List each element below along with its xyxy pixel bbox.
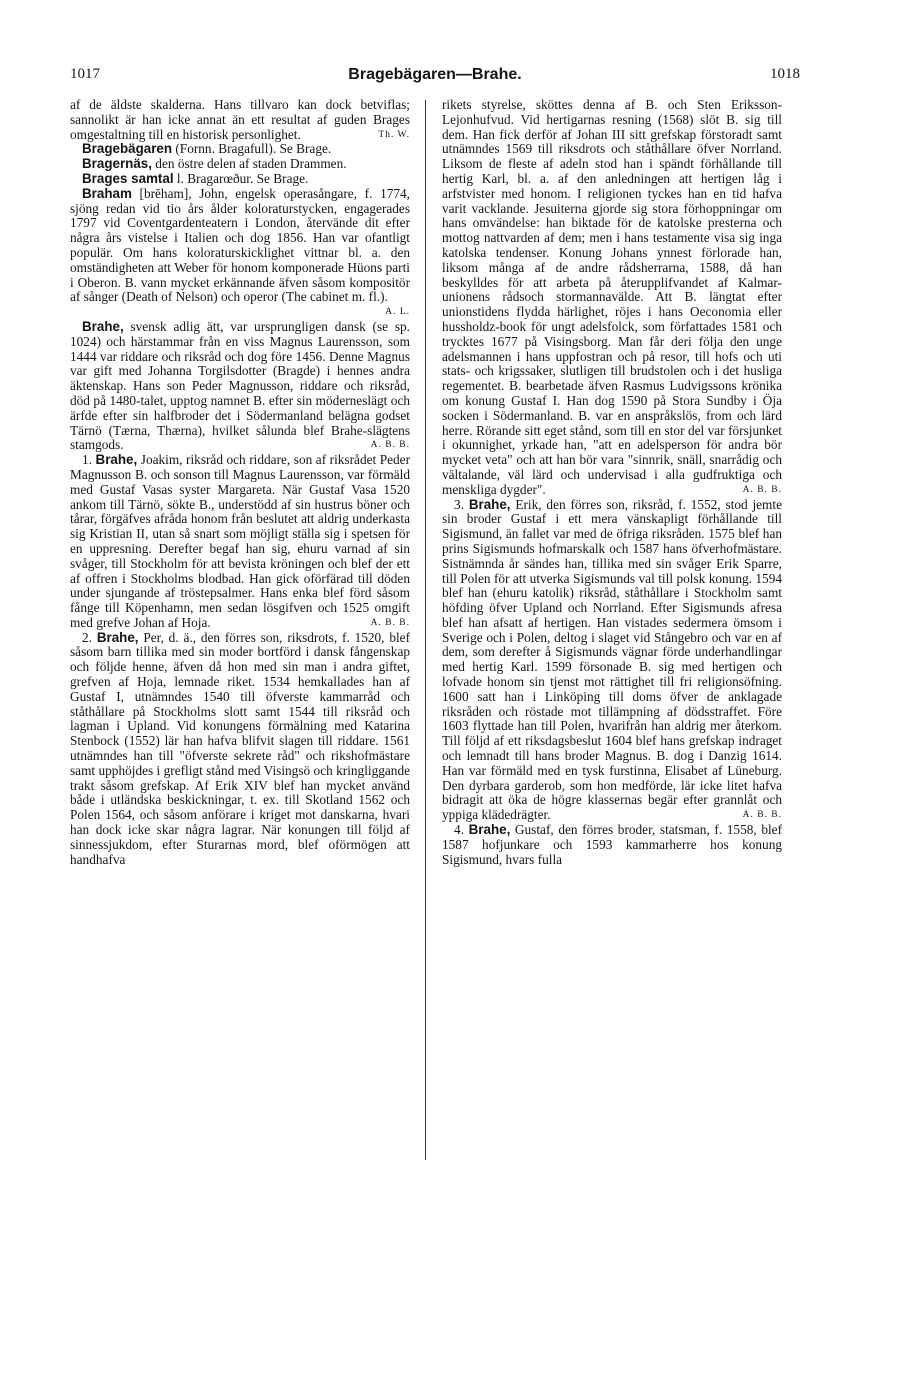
entry-text: Joakim, riksråd och riddare, son af riksrådet Peder Magnusson B. och sonson till Magnus Laurensson, var förmäld med Gustaf Vasas syster Margareta. När Gustaf Vasa 1520 ankom till Tärnö, sökte B., understödd af sin hustrus böner och tårar, förgäfves afråda honom från beslutet att aldrig underkasta sig Kristian II, utan så snart som möjligt ställa sig i spetsen för en uppresning. Derefter begaf han sig, ehuru varnad af sin svåger, till Stockholm för att bevista kröningen och blef der ett af offren i Stockholms blodbad. Han gick oförfärad till döden under sjungande af tröstepsalmer. Hans enka blef förd såsom fånge till Köpenhamn, men sedan lösgifven och 1525 omgift med grefve Johan af Hoja. xyxy=(70,452,410,630)
left-page-number: 1017 xyxy=(70,66,100,82)
author-signature: A. B. B. xyxy=(742,810,782,821)
entry-text: rikets styrelse, sköttes denna af B. och Sten Eriksson-Lejonhufvud. Vid hertigarnas resning (1568) slöt B. sig till dem. Han fick derför af Johan III sitt grefskap förstoradt samt utnämndes 1569 till riksdrots och ståthållare öfver Norrland. Liksom de fleste af adeln stod han i spändt förhållande till hertig Karl, bl. a. af den anledningen att hertigen låg i arfstvister med honom. I religionen tyckes han en tid hafva varit vacklande. Jesuiterna gjorde sig stora förhoppningar om hans omvändelse: han biktade för de katolske presterna och mottog nattvarden af dem; men i hans testamente visa sig inga katolska tendenser. Konung Johans ynnest förlorade han, liksom många af de andre rådsherrarna, 1588, då han beskylldes för att arbeta på återupplifvandet af Kalmar-unionens rådsoch stormannavälde. Att B. längtat efter unionstidens flydda härlighet, röjes i hans Oeconomia eller hussholdz-book för ungt adelsfolck, som författades 1581 och trycktes 1677 på Visingsborg. Man får deri följa den unge adelsmannen i hans uppfostran och på resor, till hofs och uti stats- och krigssaker, slutligen till brudstolen och i det husliga regementet. B. bearbetade äfven Rasmus Ludvigssons krönika om konung Gustaf I. Han dog 1590 på Stora Sundby i Öja socken i Södermanland. B. var en anspråkslös, from och lärd herre. Rörande sitt eget stånd, som till en stor del var försjunket i okunnighet, yrkade han, "att en adelsperson för andra bör mycket veta" och att han bör vara "sinnrik, snäll, snarrådig och vältalande, väl lärd och undervisad i alla gudfruktiga och menskliga dygder". xyxy=(442,98,782,497)
dictionary-entry xyxy=(70,142,410,157)
column-divider xyxy=(425,100,426,1160)
entry-headword: Brahe, xyxy=(468,496,511,512)
dictionary-entry xyxy=(70,631,410,868)
entry-text: Per, d. ä., den förres son, riksdrots, f. 1520, blef såsom barn tillika med sin moder bortförd i dansk fångenskap och följde henne, äfven då hon med sin man i andra giftet, grefven af Hoja, lemnade riket. 1534 hemkallades han af Gustaf I, utnämndes 1540 till öfverste kammarråd och ståthållare på Stockholms slott samt 1544 till riksråd och lagman i Upland. Vid konungens förmälning med Katarina Stenbock (1552) lär han hafva blifvit slagen till riddare. 1561 utnämndes han till "öfverste sekrete råd" och rikshofmästare samt upphöjdes i grefligt stånd med Visingsö och kringliggande trakt såsom grefskap. Af Erik XIV blef han mycket använd både i utländska beskickningar, t. ex. till Skotland 1562 och Polen 1564, och såsom anförare i kriget mot danskarna, hvari han dock icke skar några lagrar. När konungen till följd af sinnessjukdom, efter Sturarnas mord, blef oförmögen att handhafva xyxy=(70,629,410,867)
author-signature: A. B. B. xyxy=(370,617,410,628)
author-signature: A. B. B. xyxy=(370,440,410,451)
entry-number: 2. xyxy=(82,629,97,645)
entry-number: 1. xyxy=(82,452,96,468)
dictionary-entry xyxy=(442,823,782,867)
entry-text: [brēham], John, engelsk operasångare, f. 1774, sjöng redan vid tio års ålder koloraturstycken, engagerades 1797 vid Coventgardenteatern i London, återvände dit efter några års vistelse i Italien och dog 1856. Han var ofantligt populär. Om hans koloraturskicklighet vittnar bl. a. den omständigheten att Weber för honom komponerade Hüons parti i Oberon. B. vann mycket erkännande äfven såsom kompositör af sånger (Death of Nelson) och operor (The cabinet m. fl.). xyxy=(70,185,410,305)
entry-headword: Braham xyxy=(82,185,132,201)
dictionary-entry xyxy=(70,98,410,142)
entry-headword: Bragebägaren xyxy=(82,141,173,157)
dictionary-entry xyxy=(70,187,410,320)
entry-headword: Brahe, xyxy=(95,452,138,468)
entry-headword: Brahe, xyxy=(82,318,124,334)
page-header xyxy=(70,66,800,90)
right-column xyxy=(442,98,782,1108)
entry-headword: Brages samtal xyxy=(82,170,174,186)
author-signature: A. L. xyxy=(385,307,410,318)
entry-text: l. Bragarœður. Se Brage. xyxy=(173,170,309,186)
dictionary-entry xyxy=(442,98,782,498)
right-page-number: 1018 xyxy=(770,66,800,82)
entry-text: den östre delen af staden Drammen. xyxy=(151,156,347,172)
author-signature: Th. W. xyxy=(378,129,410,140)
entry-text: af de äldste skalderna. Hans tillvaro kan dock betviflas; sannolikt är han icke annat än ett resultat af guden Brages omgestaltning till en historisk personlighet. xyxy=(70,98,410,142)
entry-number: 4. xyxy=(454,822,469,838)
entry-text: Gustaf, den förres broder, statsman, f. 1558, blef 1587 hofjunkare och 1593 kammarherre hos konung Sigismund, hvars fulla xyxy=(442,822,782,867)
dictionary-entry xyxy=(70,172,410,187)
left-column xyxy=(70,98,410,1108)
entry-text: Erik, den förres son, riksråd, f. 1552, stod jemte sin broder Gustaf i ett mera vänskapligt förhållande till Sigismund, än fallet var med de öfriga riksråden. 1575 blef han prins Sigismunds hofmarskalk och 1587 hans öfverhofmästare. Sistnämnda år sändes han, tillika med sin svåger Erik Sparre, till Polen för att utverka Sigismunds val till polsk konung. 1594 blef han (ehuru katolik) riksråd, ståthållare i Stockholm samt höfding öfver Upland och Norrland. Efter Sigismunds afresa blef han afsatt af hertigen. Han vistades sedermera ömsom i Sverige och i Polen, deltog i slaget vid Stångebro och var en af dem, som derefter å Sigismunds vägnar förde underhandlingar med hertig Karl. 1599 försonade B. sig med hertigen och lofvade honom sin tjenst mot rättighet till fri religionsöfning. 1600 satt han i Linköping till doms öfver de anklagade riksråden och röstade mot tillämpning af dödsstraffet. Före 1603 flyttade han till Polen, hvarifrån han aldrig mer återkom. Till följd af ett riksdagsbeslut 1604 blef hans grefskap indraget och lemnadt till hans broder Magnus. B. dog i Danzig 1614. Han var förmäld med en tysk furstinna, Elisabet af Lüneburg. Den dyrbara garderob, som hon medförde, lär icke litet hafva bidragit att öka de högre klassernas begär efter grannlåt och yppiga klädedrägter. xyxy=(442,496,782,823)
entry-headword: Bragernäs, xyxy=(82,156,152,172)
entry-text: svensk adlig ätt, var ursprungligen dansk (se sp. 1024) och härstammar från en viss Magnus Laurensson, som 1444 var riddare och riksråd och dog före 1456. Denne Magnus var gift med Johanna Torgilsdotter (Bragde) i hennes andra äktenskap. Hans son Peder Magnusson, riddare och riksråd, död på 1480-talet, upptog namnet B. efter sin möderneslägt och ärfde efter sin halfbroder det i Södermanland belägna godset Tärnö (Tærna, Thærna), hvilket sålunda blef Brahe-slägtens stamgods. xyxy=(70,318,410,453)
dictionary-entry xyxy=(70,157,410,172)
entry-headword: Brahe, xyxy=(468,822,511,838)
entry-text: (Fornn. Bragafull). Se Brage. xyxy=(172,141,332,157)
dictionary-entry xyxy=(442,498,782,824)
running-title: Bragebägaren—Brahe. xyxy=(348,66,522,83)
entry-number: 3. xyxy=(454,496,469,512)
dictionary-entry xyxy=(70,320,410,453)
dictionary-entry xyxy=(70,453,410,631)
author-signature: A. B. B. xyxy=(742,484,782,495)
entry-headword: Brahe, xyxy=(96,629,139,645)
